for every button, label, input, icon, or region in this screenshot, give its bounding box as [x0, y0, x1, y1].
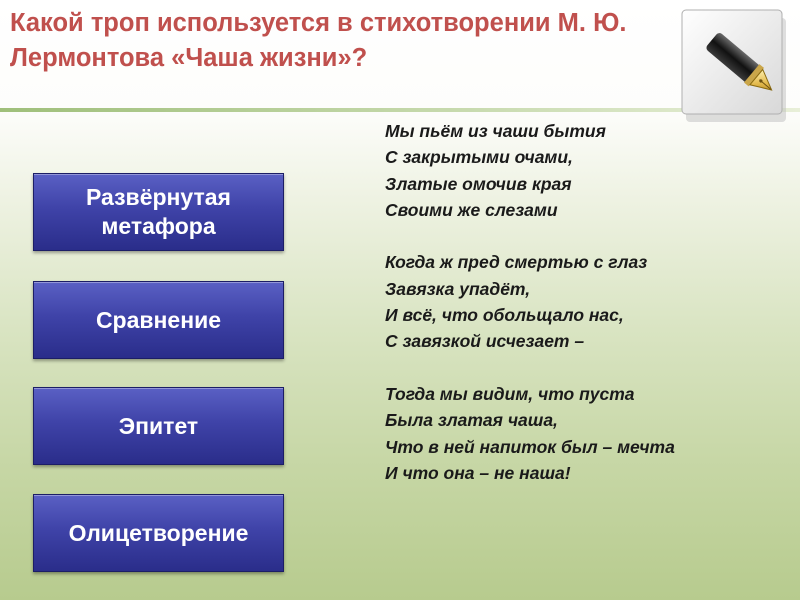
poem-stanza [385, 381, 785, 486]
poem-stanza [385, 118, 785, 223]
poem-line: Что в ней напиток был – мечта [385, 436, 675, 457]
fountain-pen-icon [676, 4, 796, 124]
poem-line: Завязка упадёт, [385, 278, 531, 299]
answer-label: Олицетворение [68, 519, 249, 546]
answer-button-comparison[interactable] [33, 281, 284, 359]
answer-button-extended-metaphor[interactable] [33, 173, 284, 251]
poem-line: Мы пьём из чаши бытия [385, 121, 606, 141]
poem-line: И всё, что обольщало нас, [385, 305, 624, 326]
poem-line: Тогда мы видим, что пуста [385, 383, 635, 404]
poem-line: Златые омочив края [385, 173, 572, 194]
question-title: Какой троп используется в стихотворении М. Ю. Лермонтова «Чаша жизни»? [10, 9, 627, 72]
poem-line: Своими же слезами [385, 199, 558, 220]
poem-line: С завязкой исчезает – [385, 331, 585, 352]
poem-line: И что она – не наша! [385, 462, 571, 483]
answer-button-epithet[interactable] [33, 387, 284, 465]
answer-button-personification[interactable] [33, 494, 284, 572]
poem-stanza [385, 249, 785, 354]
answer-label: Сравнение [95, 306, 222, 333]
poem-line: Была златая чаша, [385, 410, 558, 431]
answer-label: Эпитет [118, 412, 199, 439]
answer-label: Развёрнутая метафора [86, 184, 231, 239]
poem-line: Когда ж пред смертью с глаз [385, 252, 648, 273]
poem-text [385, 118, 785, 486]
poem-line: С закрытыми очами, [385, 147, 573, 168]
